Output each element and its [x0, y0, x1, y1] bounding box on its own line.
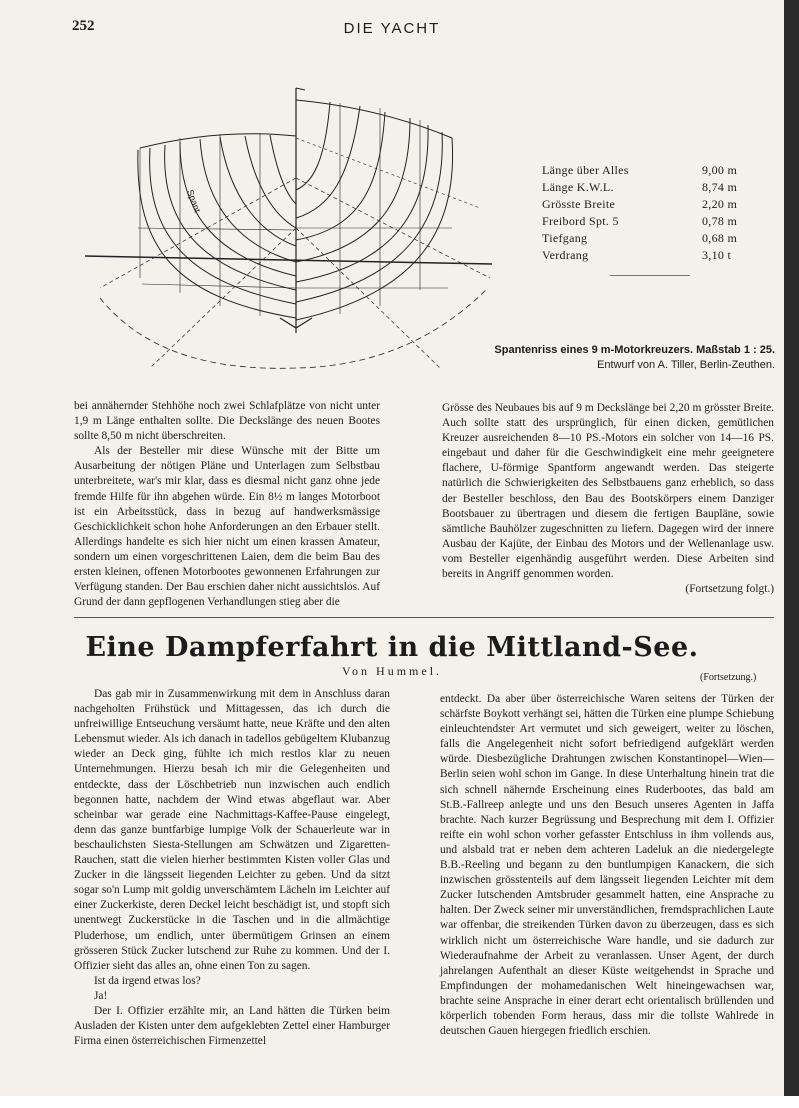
- drawing-label-spant: Spant: [185, 188, 203, 214]
- continued-note: (Fortsetzung folgt.): [685, 583, 774, 596]
- section-divider: [74, 617, 774, 618]
- caption-line-1: Spantenriss eines 9 m-Motorkreuzers. Maßstab 1 : 25.: [494, 344, 775, 356]
- top-right-column: [442, 401, 774, 597]
- article-title: Eine Dampferfahrt in die Mittland-See.: [85, 632, 699, 663]
- paragraph: Als der Besteller mir diese Wünsche mit der Bitte um Ausarbeitung der nötigen Pläne und Unterlagen zum Selbstbau unterbreitete, war's mir klar, dass es diesmal nicht ganz ohne jede fremde Hilfe für ihn abgehen würde. Ein 8½ m langes Motorboot ist ein Arbeitsstück, dass in bezug auf handwerksmässige Geschicklichkeit schon hohe Anforderungen an den Erbauer stellt. Allerdings handelte es sich hier nicht um einen krassen Amateur, sondern um einen vorgeschrittenen Laien, dem die beim Bau des ersten kleinen, offenen Motorbootes gewonnenen Erfahrungen zur Verfügung standen. Der Bau erschien daher nicht aussichtslos. Auf Grund der dann gepflogenen Verhandlungen stieg aber die: [74, 445, 380, 609]
- article-right-column: [440, 692, 774, 1039]
- paragraph: Das gab mir in Zusammenwirkung mit dem in Anschluss daran nachgeholten Frühstück und Mittagessen, das ich durch die unfreiwillige Entseuchung versäumt hatte, neue Kräfte und den alten Lebensmut wieder. Als ich danach in tadellos gebügeltem Klubanzug wieder an Deck ging, fühlte ich mich restlos klar zu neuen Unternehmungen. Hierzu besah ich mir die Gelegenheiten und entdeckte, dass der Löschbetrieb nun inzwischen auch endlich begonnen hatte, nachdem der Wind etwas abgeflaut war. Aber scheinbar war gerade eine Nachmittags-Kaffee-Pause eingelegt, denn das ganze buntfarbige lumpige Volk der Schauerleute war in beschaulichsten Siesta-Stellungen am Schwätzen und Zigaretten-Rauchen, statt die vielen hierher bestimmten Kisten voller Glas und Zucker in die längsseit liegenden Leichter zu geben. Und da sitzt sogar so'n Lump mit goldig unverschämtem Lächeln im Leichter auf einer Zuckerkiste, deren Deckel leicht beschädigt ist, und stopft sich unentwegt Zuckerstücke in die Taschen und in die allmächtige Pluderhose, um endlich, unter übermütigem Grinsen an einem grösseren Stück Zucker lutschend zur Ruhe zu kommen. Und der I. Offizier sieht das alles an, ohne einen Ton zu sagen.: [74, 688, 390, 972]
- specs-table: [542, 162, 772, 264]
- hull-body-plan-drawing: [80, 78, 500, 378]
- paragraph: bei annähernder Stehhöhe noch zwei Schlafplätze von nicht unter 1,9 m Länge enthalten sollte. Die Deckslänge des neuen Bootes sollte 8,50 m nicht überschreiten.: [74, 400, 380, 443]
- spec-row: Freibord Spt. 5 0,78 m: [542, 214, 738, 228]
- paragraph: entdeckt. Da aber über österreichische Waren seitens der Türken der schärfste Boykott verhängt sei, hätten die Türken eine plumpe Schiebung einleuchtendster Art vermutet und sich geweigert, weiter zu löschen, falls die Angelegenheit nicht sofort befriedigend aufgeklärt werden würde. Diesbezügliche Drahtungen zwischen Konstantinopel—Wien—Berlin seien wohl schon im Gange. In diese Unterhaltung hinein trat die sich schnell nähernde Erscheinung eines Ruderbootes, das bald am St.B.-Fallreep anlegte und uns den Besuch unseres Agenten in Jaffa brachte. Nach kurzer Begrüssung und Besprechung mit dem I. Offizier reifte ein wohl schon vorher gefasster Entschluss in ihm vollends aus, und alsbald trat er neben dem achteren Ladeluk an die niedergelegte B.B.-Reeling und begann zu den buntlumpigen Kanackern, die sich inzwischen grösstenteils auf dem längsseit liegenden Leichter mit dem Zucker lutschenden Amtsbruder gesammelt hatten, eine Ansprache zu halten. Der Zweck seiner mir unverständlichen, fremdsprachlichen Laute war offenbar, die streikenden Türken davon zu überzeugen, dass es sich wirklich nicht um österreichische Ware handle, und sie dadurch zur Wiederaufnahme der Arbeit zu veranlassen. Unser Agent, der durch jahrelangen Aufenthalt an dieser Küste weitgehendst in Sprache und Empfindungen der mohamedanischen Welt hineingewachsen war, brachte seine Ansprache in einer derart echt orientalisch brüllenden und körperlich tobenden Form heraus, dass mir die tollste Wahlrede in deutschen Gauen hiergegen friedlich erschien.: [440, 693, 774, 1038]
- scan-border-bottom: [0, 1096, 799, 1108]
- spec-row: Grösste Breite 2,20 m: [542, 197, 738, 211]
- top-left-column: [74, 399, 380, 610]
- paragraph: Ist da irgend etwas los?: [94, 974, 201, 987]
- spec-row: Länge über Alles 9,00 m: [542, 163, 738, 177]
- spec-row: Tiefgang 0,68 m: [542, 231, 738, 245]
- caption-line-2: Entwurf von A. Tiller, Berlin-Zeuthen.: [597, 359, 775, 371]
- article-continued-note: (Fortsetzung.): [700, 672, 757, 683]
- specs-rule: [610, 275, 690, 276]
- paragraph: Grösse des Neubaues bis auf 9 m Deckslänge bei 2,20 m grösster Breite. Auch sollte statt des ursprünglich, für einen dicken, gemütlichen Kreuzer ausreichenden 8—10 PS.-Motors ein solcher von 14—16 PS. eingebaut und daher für die Geschwindigkeit eine mehr geeignetere flachere, U-förmige Spantform angewandt werden. Das steigerte natürlich die Schwierigkeiten des Selbstbauens ganz erheblich, so dass der Besteller beschloss, den Bau des Bootskörpers einem Danziger Bootsbauer zu übertragen und diesem die fertigen Baupläne, sowie sämtliche Bauhölzer zugeschnitten zu liefern. Dagegen wird der innere Ausbau der Kajüte, der Einbau des Motors und der Wellenanlage usw. vom Besteller eigenhändig ausgeführt werden. Diese Arbeiten sind bereits in Angriff genommen worden.: [442, 402, 774, 581]
- spec-row: Länge K.W.L. 8,74 m: [542, 180, 738, 194]
- spec-row: Verdrang 3,10 t: [542, 248, 732, 262]
- article-byline: Von Hummel.: [341, 664, 443, 678]
- running-head: DIE YACHT: [343, 20, 441, 37]
- scan-border-right: [784, 0, 799, 1108]
- paragraph: Ja!: [94, 989, 108, 1002]
- paragraph: Der I. Offizier erzählte mir, an Land hätten die Türken beim Ausladen der Kisten unter dem aufgeklebten Zettel einer Hamburger Firma einen österreichischen Firmenzettel: [74, 1004, 390, 1048]
- figure-caption: [494, 343, 775, 373]
- article-left-column: [74, 687, 390, 1049]
- deck-line-right: [296, 100, 452, 138]
- page-number: 252: [72, 18, 95, 34]
